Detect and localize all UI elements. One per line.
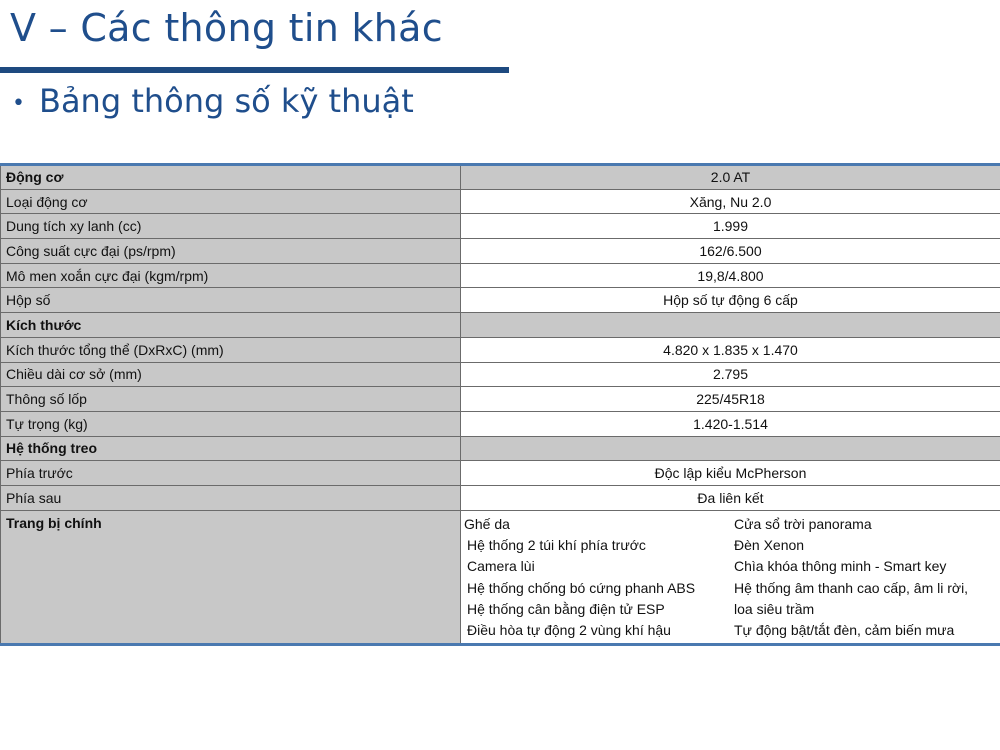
spec-label: Phía sau <box>1 485 461 510</box>
table-row <box>1 337 1000 362</box>
equipment-item: Đèn Xenon <box>734 536 805 553</box>
spec-value: Xăng, Nu 2.0 <box>461 189 1000 214</box>
spec-label: Kích thước tổng thể (DxRxC) (mm) <box>1 337 461 362</box>
spec-value <box>461 313 1000 338</box>
spec-value: 1.420-1.514 <box>461 411 1000 436</box>
spec-label: Thông số lốp <box>1 387 461 412</box>
equipment-item: Tự động bật/tắt đèn, cảm biến mưa <box>734 622 955 639</box>
equipment-item: Hệ thống cân bằng điện tử ESP <box>467 600 665 617</box>
table-row <box>1 461 1000 486</box>
spec-value: 1.999 <box>461 214 1000 239</box>
table-section-row <box>1 436 1000 461</box>
table-row <box>1 263 1000 288</box>
table-row <box>1 288 1000 313</box>
spec-value: 162/6.500 <box>461 239 1000 264</box>
equipment-item: Ghế da <box>464 515 510 532</box>
bullet-heading <box>12 82 414 120</box>
equipment-item: Camera lùi <box>467 558 535 575</box>
spec-value: Hộp số tự động 6 cấp <box>461 288 1000 313</box>
spec-table <box>0 163 1000 646</box>
spec-label: Chiều dài cơ sở (mm) <box>1 362 461 387</box>
equipment-cell <box>461 510 1000 645</box>
equipment-label: Trang bị chính <box>1 510 461 645</box>
equipment-item: Điều hòa tự động 2 vùng khí hậu <box>467 622 671 639</box>
table-row <box>1 214 1000 239</box>
equipment-item: Hệ thống 2 túi khí phía trước <box>467 536 646 553</box>
bullet-icon: • <box>12 90 25 116</box>
title-underline <box>0 67 509 73</box>
spec-label: Tự trọng (kg) <box>1 411 461 436</box>
spec-label: Hệ thống treo <box>1 436 461 461</box>
spec-value: 2.795 <box>461 362 1000 387</box>
spec-table-body <box>1 165 1000 645</box>
table-row <box>1 485 1000 510</box>
spec-label: Dung tích xy lanh (cc) <box>1 214 461 239</box>
spec-label: Mô men xoắn cực đại (kgm/rpm) <box>1 263 461 288</box>
spec-value: Đa liên kết <box>461 485 1000 510</box>
spec-label: Hộp số <box>1 288 461 313</box>
equipment-list-right <box>734 514 999 642</box>
equipment-item: Chìa khóa thông minh - Smart key <box>734 558 947 575</box>
spec-label: Loại động cơ <box>1 189 461 214</box>
spec-value: Độc lập kiểu McPherson <box>461 461 1000 486</box>
bullet-text: Bảng thông số kỹ thuật <box>38 82 414 120</box>
equipment-item: Hệ thống chống bó cứng phanh ABS <box>467 579 696 596</box>
spec-label: Phía trước <box>1 461 461 486</box>
equipment-row <box>1 510 1000 645</box>
equipment-item: Hệ thống âm thanh cao cấp, âm li rời, <box>734 579 969 596</box>
spec-value: 4.820 x 1.835 x 1.470 <box>461 337 1000 362</box>
equipment-item: Cửa sổ trời panorama <box>734 515 872 532</box>
table-row <box>1 362 1000 387</box>
table-row <box>1 387 1000 412</box>
spec-label: Động cơ <box>1 165 461 190</box>
spec-value: 225/45R18 <box>461 387 1000 412</box>
table-section-row <box>1 313 1000 338</box>
equipment-item: loa siêu trầm <box>734 600 815 617</box>
spec-value <box>461 436 1000 461</box>
spec-label: Công suất cực đại (ps/rpm) <box>1 239 461 264</box>
table-row <box>1 189 1000 214</box>
spec-value: 2.0 AT <box>461 165 1000 190</box>
table-row <box>1 411 1000 436</box>
slide-title: V – Các thông tin khác <box>10 6 443 50</box>
spec-value: 19,8/4.800 <box>461 263 1000 288</box>
spec-label: Kích thước <box>1 313 461 338</box>
table-section-row <box>1 165 1000 190</box>
equipment-list-left <box>464 514 734 642</box>
table-row <box>1 239 1000 264</box>
